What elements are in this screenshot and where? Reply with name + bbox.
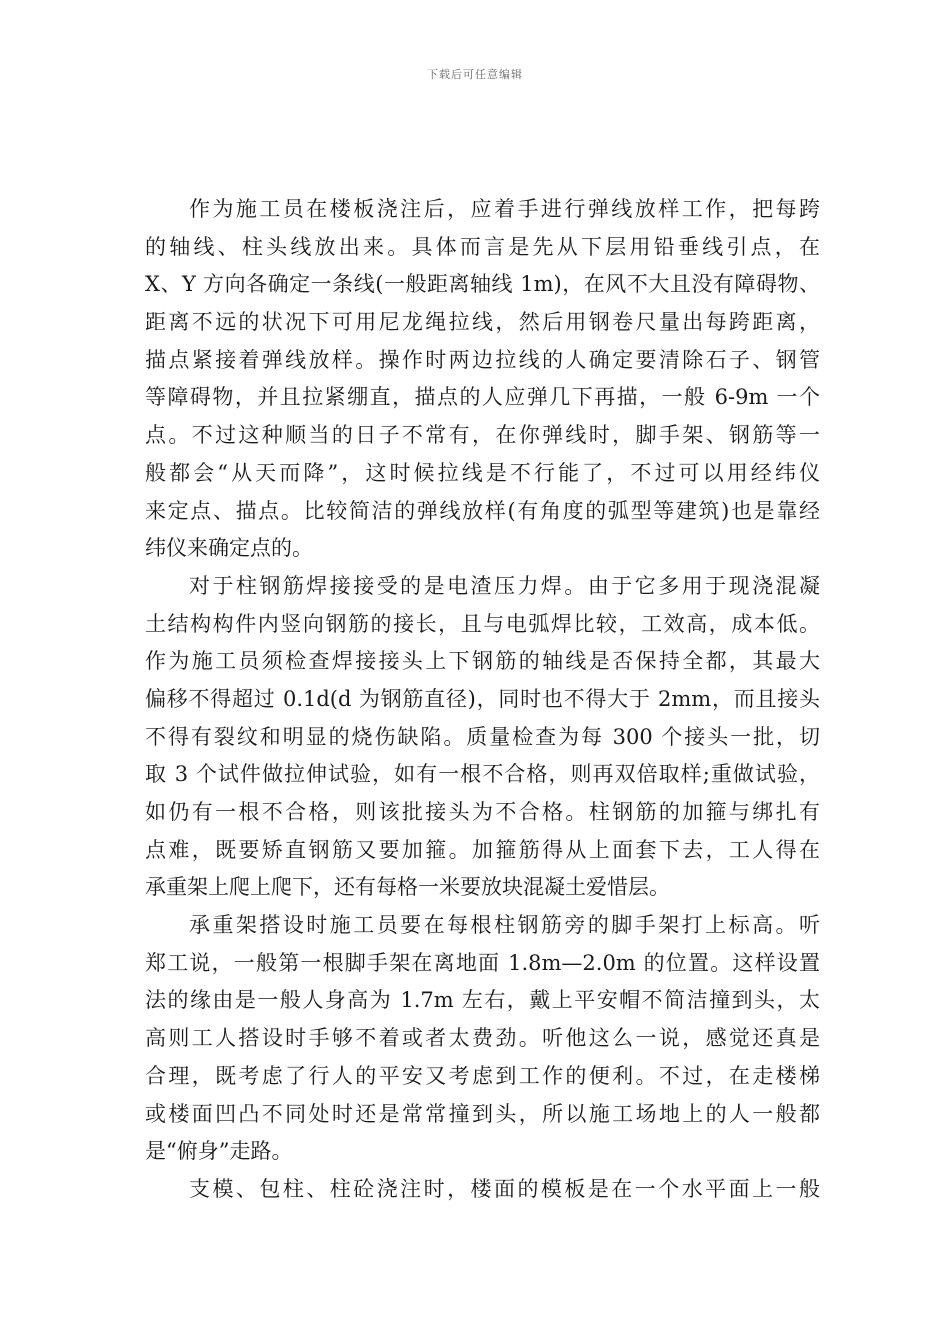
text-line: 作为施工员在楼板浇注后，应着手进行弹线放样工作，把每跨 [189, 197, 820, 221]
text-line: 高则工人搭设时手够不着或者太费劲。听他这么一说，感觉还真是 [145, 1026, 820, 1051]
page-header: 下载后可任意编辑 [427, 68, 523, 81]
paragraph [145, 191, 820, 568]
text-line: 承重架搭设时施工员要在每根柱钢筋旁的脚手架打上标高。听 [189, 913, 820, 938]
text-line: 点难，既要矫直钢筋又要加箍。加箍筋得从上面套下去，工人得在 [145, 837, 820, 862]
text-line: 土结构构件内竖向钢筋的接长，且与电弧焊比较，工效高，成本低。 [145, 611, 820, 636]
text-line: 般都会“从天而降”，这时候拉线是不行能了，不过可以用经纬仪 [145, 460, 820, 485]
paragraph [145, 1171, 820, 1209]
text-line: 等障碍物，并且拉紧绷直，描点的人应弹几下再描，一般 6-9m 一个 [145, 385, 820, 410]
document-body [145, 191, 820, 1209]
paragraph [145, 568, 820, 907]
text-line: 郑工说，一般第一根脚手架在离地面 1.8m—2.0m 的位置。这样设置 [145, 950, 820, 975]
text-line: 作为施工员须检查焊接接头上下钢筋的轴线是否保持全都，其最大 [145, 649, 820, 674]
text-line: 法的缘由是一般人身高为 1.7m 左右，戴上平安帽不简洁撞到头，太 [145, 988, 820, 1013]
text-line: 纬仪来确定点的。 [145, 536, 313, 561]
text-line: 距离不远的状况下可用尼龙绳拉线，然后用钢卷尺量出每跨距离， [145, 310, 820, 335]
text-line: 支模、包柱、柱砼浇注时，楼面的模板是在一个水平面上一般 [189, 1176, 820, 1201]
text-line: 点。不过这种顺当的日子不常有，在你弹线时，脚手架、钢筋等一 [145, 423, 820, 448]
text-line: 取 3 个试件做拉伸试验，如有一根不合格，则再双倍取样;重做试验， [145, 762, 820, 787]
text-line: 合理，既考虑了行人的平安又考虑到工作的便利。不过，在走楼梯 [145, 1063, 820, 1088]
text-line: 的轴线、柱头线放出来。具体而言是先从下层用铅垂线引点，在 [145, 234, 820, 259]
paragraph [145, 907, 820, 1171]
text-line: 是“俯身”走路。 [145, 1139, 293, 1164]
text-line: X、Y 方向各确定一条线(一般距离轴线 1m)，在风不大且没有障碍物、 [145, 272, 820, 297]
text-line: 来定点、描点。比较简洁的弹线放样(有角度的弧型等建筑)也是靠经 [145, 498, 820, 523]
text-line: 对于柱钢筋焊接接受的是电渣压力焊。由于它多用于现浇混凝 [189, 573, 820, 598]
text-line: 如仍有一根不合格，则该批接头为不合格。柱钢筋的加箍与绑扎有 [145, 800, 820, 824]
text-line: 承重架上爬上爬下，还有每格一米要放块混凝土爱惜层。 [145, 875, 670, 900]
text-line: 描点紧接着弹线放样。操作时两边拉线的人确定要清除石子、钢管 [145, 347, 820, 372]
text-line: 偏移不得超过 0.1d(d 为钢筋直径)，同时也不得大于 2mm，而且接头 [145, 686, 820, 711]
text-line: 不得有裂纹和明显的烧伤缺陷。质量检查为每 300 个接头一批，切 [145, 724, 820, 749]
text-line: 或楼面凹凸不同处时还是常常撞到头，所以施工场地上的人一般都 [145, 1101, 820, 1126]
